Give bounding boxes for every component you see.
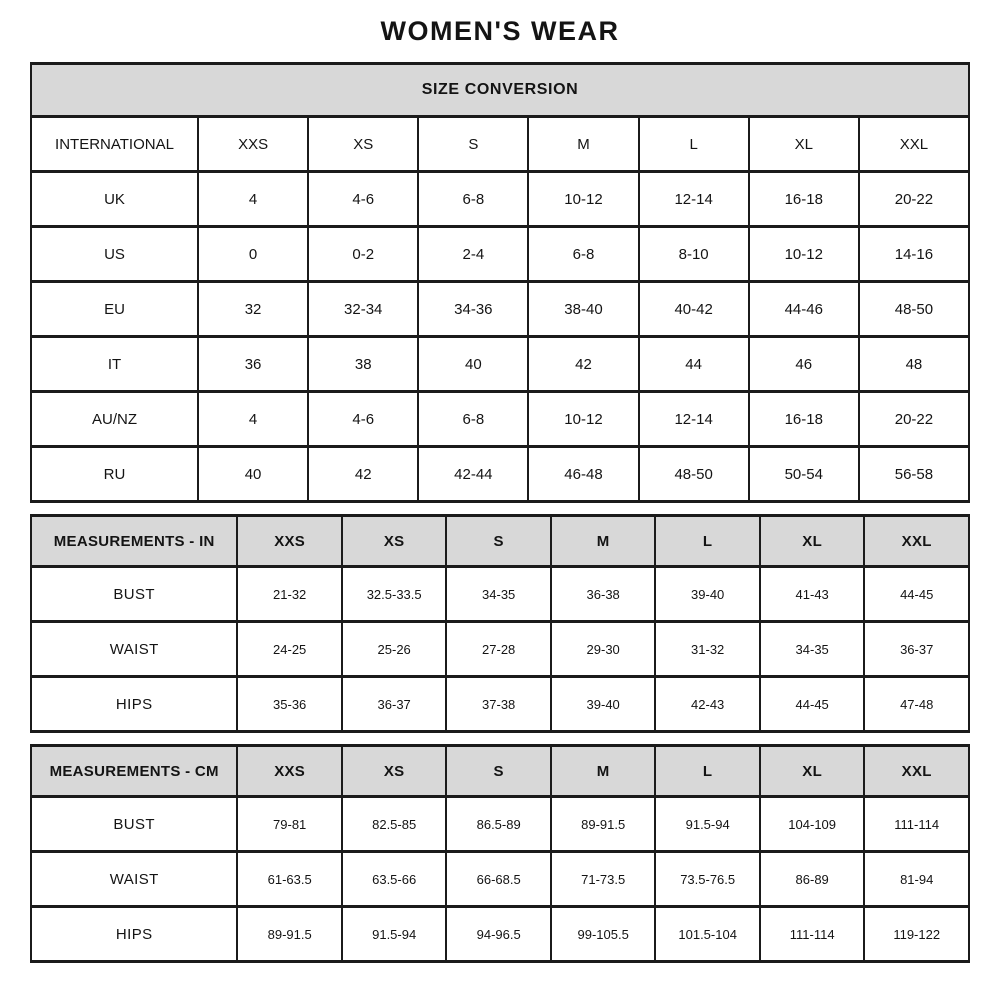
size-column-header: XXL [864,746,969,797]
size-value-cell: 48-50 [639,447,749,502]
measurement-value-cell: 101.5-104 [655,907,760,962]
region-label: EU [31,282,198,337]
size-column-header: S [446,516,551,567]
measurement-value-cell: 111-114 [760,907,865,962]
size-column-header: XL [760,746,865,797]
region-label: IT [31,337,198,392]
measurement-value-cell: 79-81 [237,797,342,852]
table-row [31,392,969,447]
size-value-cell: 14-16 [859,227,969,282]
size-value-cell: 38 [308,337,418,392]
table-row [31,282,969,337]
size-conversion-table [30,62,970,503]
size-value-cell: 36 [198,337,308,392]
size-column-header: XS [342,746,447,797]
region-label: AU/NZ [31,392,198,447]
size-column-header: XS [308,117,418,172]
table-row [31,797,969,852]
measurement-label: BUST [31,797,237,852]
size-value-cell: 20-22 [859,392,969,447]
measurement-value-cell: 89-91.5 [237,907,342,962]
table-row [31,852,969,907]
measurement-value-cell: 36-38 [551,567,656,622]
measurement-value-cell: 119-122 [864,907,969,962]
table-row [31,746,969,797]
size-value-cell: 40 [418,337,528,392]
table-row [31,117,969,172]
measurement-value-cell: 71-73.5 [551,852,656,907]
size-value-cell: 6-8 [418,392,528,447]
size-value-cell: 34-36 [418,282,528,337]
size-value-cell: 4 [198,392,308,447]
size-value-cell: 44-46 [749,282,859,337]
measurement-value-cell: 61-63.5 [237,852,342,907]
table-row [31,227,969,282]
size-column-header: XXS [198,117,308,172]
size-value-cell: 6-8 [528,227,638,282]
size-column-header: XXL [859,117,969,172]
size-value-cell: 46-48 [528,447,638,502]
size-value-cell: 42 [528,337,638,392]
measurement-value-cell: 111-114 [864,797,969,852]
size-value-cell: 8-10 [639,227,749,282]
size-value-cell: 6-8 [418,172,528,227]
size-value-cell: 42-44 [418,447,528,502]
size-column-header: L [655,746,760,797]
measurement-value-cell: 29-30 [551,622,656,677]
measurement-value-cell: 82.5-85 [342,797,447,852]
size-column-header: XL [760,516,865,567]
measurements-cm-header: MEASUREMENTS - CM [31,746,237,797]
measurement-value-cell: 42-43 [655,677,760,732]
measurement-value-cell: 31-32 [655,622,760,677]
measurement-value-cell: 81-94 [864,852,969,907]
measurement-value-cell: 66-68.5 [446,852,551,907]
table-row [31,447,969,502]
size-value-cell: 16-18 [749,172,859,227]
size-value-cell: 16-18 [749,392,859,447]
size-column-header: L [655,516,760,567]
measurement-value-cell: 24-25 [237,622,342,677]
measurement-value-cell: 21-32 [237,567,342,622]
measurement-value-cell: 86.5-89 [446,797,551,852]
page-title: WOMEN'S WEAR [380,16,620,46]
measurements-cm-table [30,744,970,963]
size-value-cell: 38-40 [528,282,638,337]
measurement-value-cell: 99-105.5 [551,907,656,962]
column-header-international: INTERNATIONAL [31,117,198,172]
size-value-cell: 0 [198,227,308,282]
region-label: RU [31,447,198,502]
size-value-cell: 32-34 [308,282,418,337]
size-column-header: XXL [864,516,969,567]
table-row [31,622,969,677]
measurement-label: HIPS [31,677,237,732]
size-column-header: L [639,117,749,172]
size-column-header: XXS [237,746,342,797]
measurement-label: WAIST [31,622,237,677]
measurement-label: BUST [31,567,237,622]
size-value-cell: 46 [749,337,859,392]
table-row [31,677,969,732]
size-value-cell: 4-6 [308,172,418,227]
measurement-value-cell: 94-96.5 [446,907,551,962]
measurement-value-cell: 104-109 [760,797,865,852]
table-row [31,64,969,117]
size-value-cell: 0-2 [308,227,418,282]
measurement-value-cell: 47-48 [864,677,969,732]
measurement-value-cell: 91.5-94 [655,797,760,852]
size-column-header: M [551,746,656,797]
measurements-in-header: MEASUREMENTS - IN [31,516,237,567]
measurement-label: WAIST [31,852,237,907]
measurement-value-cell: 37-38 [446,677,551,732]
size-value-cell: 20-22 [859,172,969,227]
measurement-value-cell: 39-40 [655,567,760,622]
measurement-value-cell: 86-89 [760,852,865,907]
size-column-header: XL [749,117,859,172]
size-value-cell: 4 [198,172,308,227]
size-value-cell: 12-14 [639,392,749,447]
size-value-cell: 42 [308,447,418,502]
size-value-cell: 40 [198,447,308,502]
measurement-value-cell: 36-37 [864,622,969,677]
measurement-label: HIPS [31,907,237,962]
size-conversion-header: SIZE CONVERSION [31,64,969,117]
measurement-value-cell: 63.5-66 [342,852,447,907]
measurement-value-cell: 34-35 [760,622,865,677]
size-value-cell: 12-14 [639,172,749,227]
measurements-in-table [30,514,970,733]
measurement-value-cell: 32.5-33.5 [342,567,447,622]
measurement-value-cell: 34-35 [446,567,551,622]
size-value-cell: 32 [198,282,308,337]
size-value-cell: 48 [859,337,969,392]
table-row [31,516,969,567]
table-row [31,337,969,392]
size-value-cell: 4-6 [308,392,418,447]
measurement-value-cell: 44-45 [864,567,969,622]
size-column-header: S [446,746,551,797]
size-column-header: M [551,516,656,567]
measurement-value-cell: 41-43 [760,567,865,622]
measurement-value-cell: 89-91.5 [551,797,656,852]
measurement-value-cell: 27-28 [446,622,551,677]
size-value-cell: 44 [639,337,749,392]
size-value-cell: 56-58 [859,447,969,502]
size-value-cell: 40-42 [639,282,749,337]
size-value-cell: 10-12 [749,227,859,282]
table-row [31,907,969,962]
size-value-cell: 10-12 [528,392,638,447]
measurement-value-cell: 73.5-76.5 [655,852,760,907]
region-label: US [31,227,198,282]
measurement-value-cell: 91.5-94 [342,907,447,962]
size-column-header: XXS [237,516,342,567]
size-value-cell: 50-54 [749,447,859,502]
size-value-cell: 48-50 [859,282,969,337]
measurement-value-cell: 36-37 [342,677,447,732]
table-row [31,567,969,622]
size-value-cell: 10-12 [528,172,638,227]
size-column-header: XS [342,516,447,567]
table-row [31,172,969,227]
size-column-header: M [528,117,638,172]
size-column-header: S [418,117,528,172]
region-label: UK [31,172,198,227]
measurement-value-cell: 44-45 [760,677,865,732]
measurement-value-cell: 25-26 [342,622,447,677]
size-value-cell: 2-4 [418,227,528,282]
measurement-value-cell: 35-36 [237,677,342,732]
measurement-value-cell: 39-40 [551,677,656,732]
